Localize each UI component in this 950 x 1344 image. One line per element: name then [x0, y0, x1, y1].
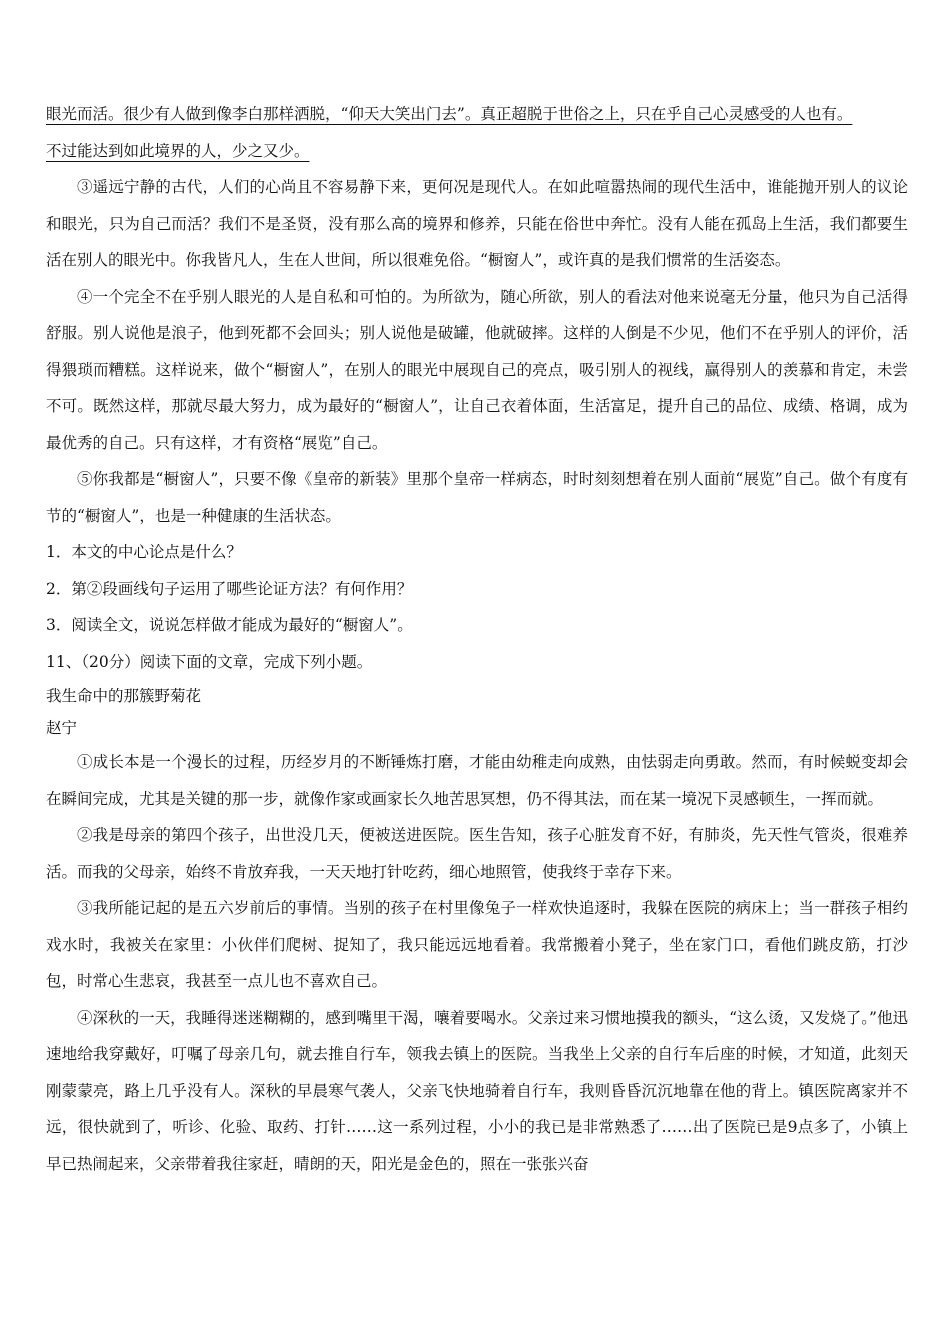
underlined-sentence-line-1: 眼光而活。很少有人做到像李白那样洒脱，“仰天大笑出门去”。真正超脱于世俗之上，只在乎自己心灵感受的人也有。 — [46, 105, 853, 123]
article-author: 赵宁 — [46, 719, 78, 737]
paragraph-3: ③遥远宁静的古代，人们的心尚且不容易静下来，更何况是现代人。在如此喧嚣热闹的现代生活中，谁能抛开别人的议论和眼光，只为自己而活？我们不是圣贤，没有那么高的境界和修养，只能在俗世中奔忙。没有人能在孤岛上生活，我们都要生活在别人的眼光中。你我皆凡人，生在人世间，所以很难免俗。“橱窗人”，或许真的是我们惯常的生活姿态。 — [46, 178, 908, 269]
article-paragraph-2: ②我是母亲的第四个孩子，出世没几天，便被送进医院。医生告知，孩子心脏发育不好，有肺炎，先天性气管炎，很难养活。而我的父母亲，始终不肯放弃我，一天天地打针吃药，细心地照管，使我终于幸存下来。 — [46, 826, 908, 881]
question-2: 2．第②段画线句子运用了哪些论证方法？有何作用？ — [46, 579, 413, 598]
article-paragraph-1: ①成长本是一个漫长的过程，历经岁月的不断锤炼打磨，才能由幼稚走向成熟，由怯弱走向勇敢。然而，有时候蜕变却会在瞬间完成，尤其是关键的那一步，就像作家或画家长久地苦思冥想，仍不得其法，而在某一境况下灵感顿生，一挥而就。 — [46, 753, 908, 808]
section-heading: 11、（20分）阅读下面的文章，完成下列小题。 — [46, 652, 373, 671]
paragraph-5: ⑤你我都是“橱窗人”，只要不像《皇帝的新装》里那个皇帝一样病态，时时刻刻想着在别人面前“展览”自己。做个有度有节的“橱窗人”，也是一种健康的生活状态。 — [46, 470, 908, 525]
article-title: 我生命中的那簇野菊花 — [46, 687, 202, 705]
underlined-sentence-end: 不过能达到如此境界的人，少之又少。 — [46, 141, 310, 160]
underlined-sentence-line-2 — [46, 133, 908, 170]
paragraph-4: ④一个完全不在乎别人眼光的人是自私和可怕的。为所欲为，随心所欲，别人的看法对他来说毫无分量，他只为自己活得舒服。别人说他是浪子，他到死都不会回头；别人说他是破罐，他就破摔。这样的人倒是不少见，他们不在乎别人的评价，活得猥琐而糟糕。这样说来，做个“橱窗人”，在别人的眼光中展现自己的亮点，吸引别人的视线，赢得别人的羡慕和肯定，未尝不可。既然这样，那就尽最大努力，成为最好的“橱窗人”，让自己衣着体面，生活富足，提升自己的品位、成绩、格调，成为最优秀的自己。只有这样，才有资格“展览”自己。 — [46, 287, 908, 452]
article-paragraph-3: ③我所能记起的是五六岁前后的事情。当别的孩子在村里像兔子一样欢快追逐时，我躲在医院的病床上；当一群孩子相约戏水时，我被关在家里：小伙伴们爬树、捉知了，我只能远远地看着。我常搬着小凳子，坐在家门口，看他们跳皮筋，打沙包，时常心生悲哀，我甚至一点儿也不喜欢自己。 — [46, 899, 908, 990]
question-3: 3．阅读全文，说说怎样做才能成为最好的“橱窗人”。 — [46, 616, 413, 634]
question-1: 1．本文的中心论点是什么？ — [46, 543, 242, 561]
document-page — [46, 96, 908, 1182]
article-paragraph-4: ④深秋的一天，我睡得迷迷糊糊的，感到嘴里干渴，嚷着要喝水。父亲过来习惯地摸我的额头，“这么烫，又发烧了。”他迅速地给我穿戴好，叮嘱了母亲几句，就去推自行车，领我去镇上的医院。当我坐上父亲的自行车后座的时候，才知道，此刻天刚蒙蒙亮，路上几乎没有人。深秋的早晨寒气袭人，父亲飞快地骑着自行车，我则昏昏沉沉地靠在他的背上。镇医院离家并不远，很快就到了，听诊、化验、取药、打针……这一系列过程，小小的我已是非常熟悉了……出了医院已是9点多了，小镇上早已热闹起来，父亲带着我往家赶，晴朗的天，阳光是金色的，照在一张张兴奋 — [46, 1008, 908, 1173]
